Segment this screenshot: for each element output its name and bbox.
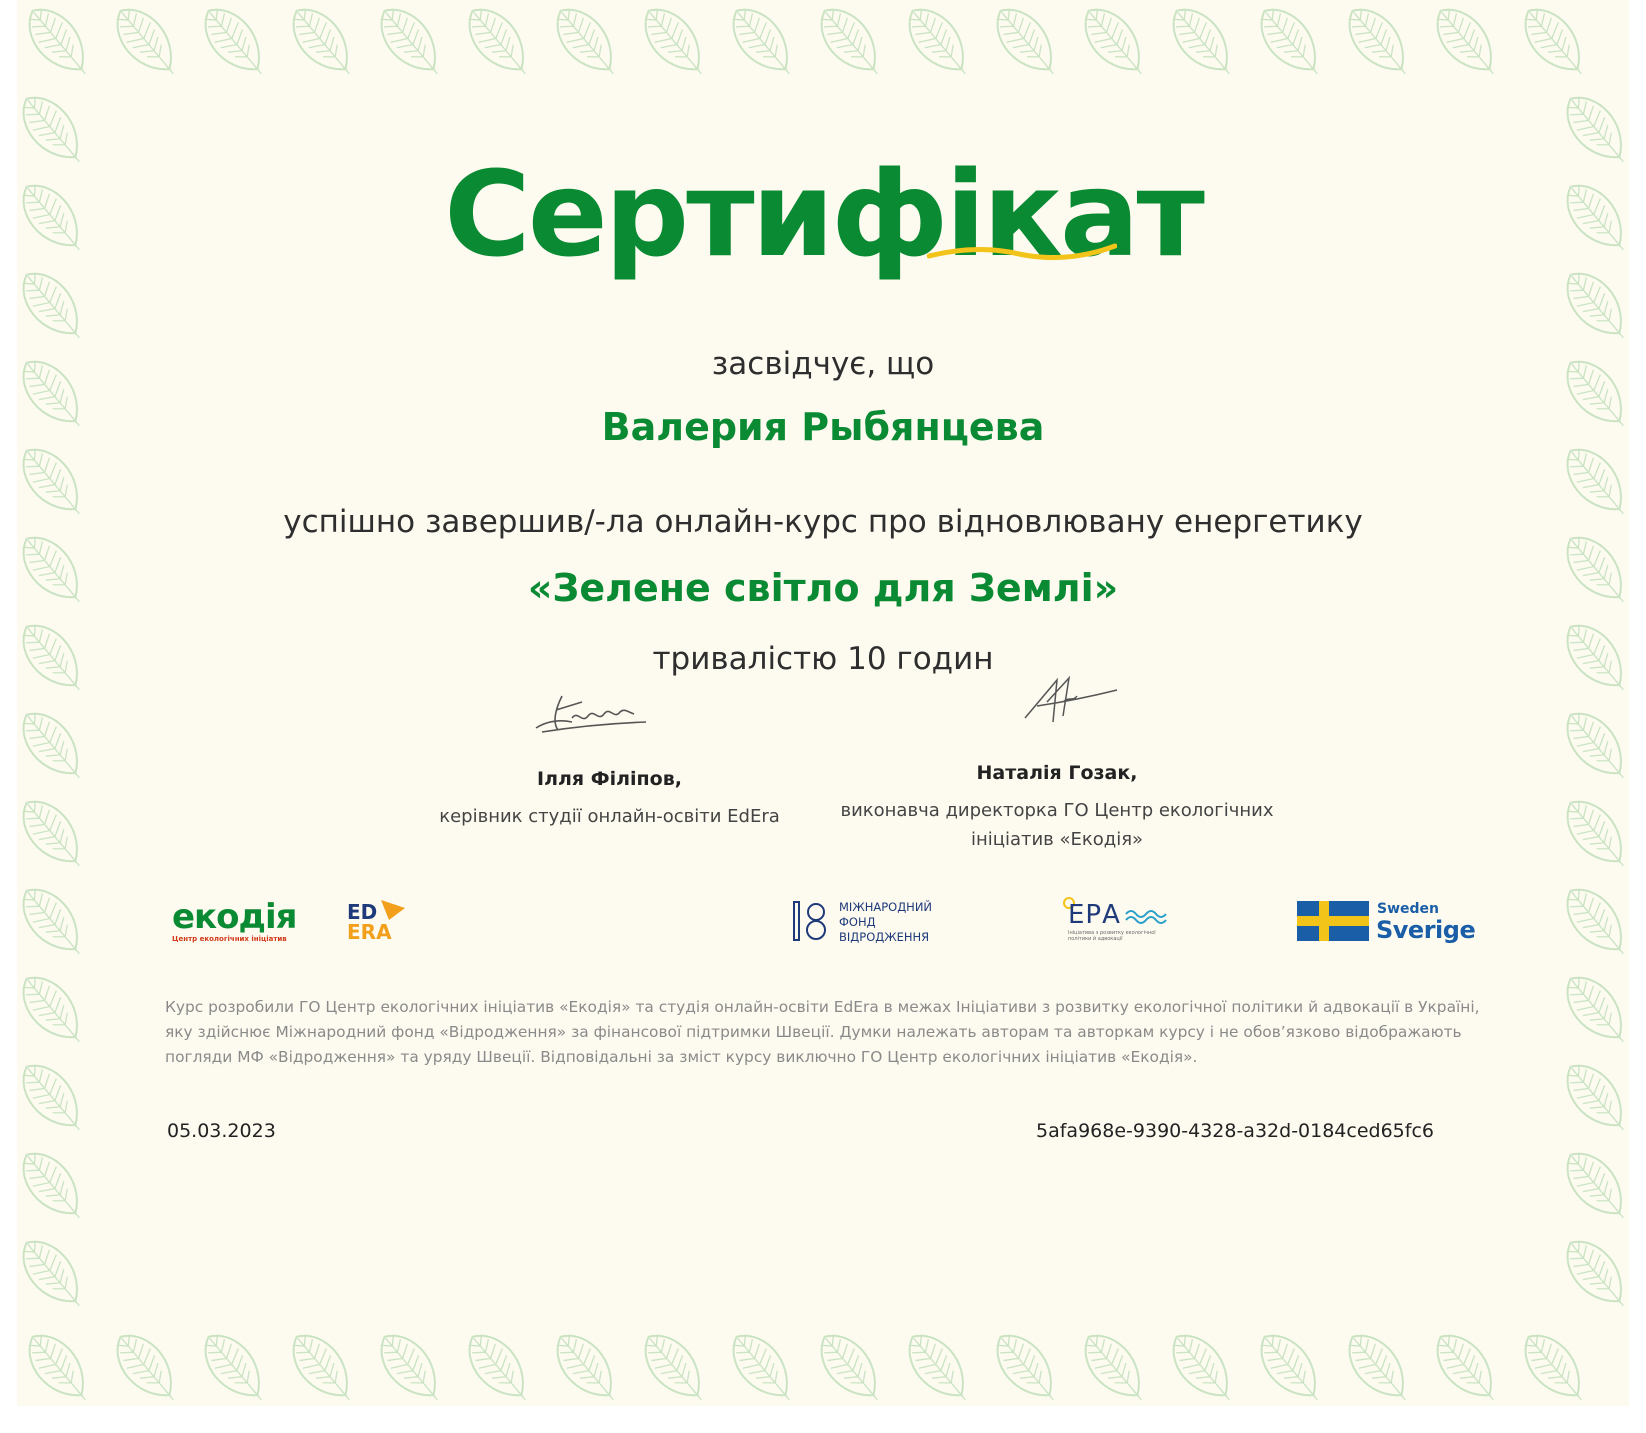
leaf-icon bbox=[545, 0, 629, 87]
leaf-icon bbox=[1249, 0, 1333, 87]
signature-1-image bbox=[532, 688, 652, 736]
leaf-icon bbox=[1161, 0, 1245, 87]
leaf-icon bbox=[17, 1230, 95, 1319]
vidrodzhennia-line1: МІЖНАРОДНИЙ bbox=[839, 900, 933, 914]
leaf-icon bbox=[193, 1324, 277, 1406]
certificate bbox=[17, 0, 1629, 1406]
leaf-icon bbox=[721, 0, 805, 87]
ekodia-logo-word: екодія bbox=[172, 897, 297, 937]
signature-2-image bbox=[1017, 672, 1127, 732]
leaf-icon bbox=[17, 1054, 95, 1143]
epa-sub1: Ініціатива з розвитку екологічної bbox=[1068, 930, 1156, 936]
leaf-icon bbox=[1513, 1324, 1597, 1406]
leaf-icon bbox=[809, 0, 893, 87]
leaf-icon bbox=[897, 1324, 981, 1406]
intro-text: засвідчує, що bbox=[711, 346, 935, 382]
leaf-icon bbox=[1425, 0, 1509, 87]
epa-logo-word: ЕРА bbox=[1068, 900, 1121, 930]
completion-text: успішно завершив/-ла онлайн-курс про відновлювану енергетику bbox=[283, 504, 1363, 540]
leaf-icon bbox=[545, 1324, 629, 1406]
leaf-icon bbox=[633, 1324, 717, 1406]
leaf-icon bbox=[1555, 1230, 1629, 1319]
leaf-icon bbox=[17, 1324, 101, 1406]
leaf-icon bbox=[17, 262, 95, 351]
issue-date: 05.03.2023 bbox=[167, 1120, 276, 1142]
signatory-2 bbox=[827, 762, 1287, 854]
signatory-1-name: Ілля Філіпов, bbox=[537, 768, 682, 790]
leaf-icon bbox=[17, 0, 101, 87]
duration-text: тривалістю 10 годин bbox=[652, 641, 994, 677]
leaf-icon bbox=[633, 0, 717, 87]
leaf-icon bbox=[369, 1324, 453, 1406]
signatory-1-role: керівник студії онлайн-освіти EdEra bbox=[439, 806, 780, 827]
leaf-icon bbox=[281, 1324, 365, 1406]
ekodia-logo-sub: Центр екологічних ініціатив bbox=[172, 935, 287, 943]
leaf-icon bbox=[369, 0, 453, 87]
leaf-icon bbox=[17, 1142, 95, 1231]
leaf-icon bbox=[457, 0, 541, 87]
edera-logo-line2: ERA bbox=[347, 920, 392, 944]
leaf-icon bbox=[105, 0, 189, 87]
epa-sub2: політики й адвокації bbox=[1068, 936, 1123, 942]
leaf-icon bbox=[1513, 0, 1597, 87]
title-swoosh-icon bbox=[927, 242, 1117, 268]
sweden-line2: Sverige bbox=[1376, 916, 1476, 944]
edera-flag-icon bbox=[379, 898, 409, 924]
leaf-icon bbox=[1555, 262, 1629, 351]
leaf-icon bbox=[985, 1324, 1069, 1406]
leaf-icon bbox=[193, 0, 277, 87]
leaf-icon bbox=[897, 0, 981, 87]
leaf-icon bbox=[1249, 1324, 1333, 1406]
leaf-icon bbox=[1073, 1324, 1157, 1406]
leaf-icon bbox=[985, 0, 1069, 87]
leaf-icon bbox=[1555, 1054, 1629, 1143]
certificate-id: 5afa968e-9390-4328-a32d-0184ced65fc6 bbox=[1036, 1120, 1434, 1142]
leaf-icon bbox=[17, 878, 95, 967]
sweden-flag-icon bbox=[1297, 901, 1369, 941]
vidrodzhennia-line3: ВІДРОДЖЕННЯ bbox=[839, 930, 930, 944]
epa-wave-icon bbox=[1124, 906, 1168, 926]
certificate-title: Сертифікат bbox=[444, 145, 1202, 283]
vidrodzhennia-line2: ФОНД bbox=[839, 915, 876, 929]
leaf-icon bbox=[17, 790, 95, 879]
signatory-2-name: Наталія Гозак, bbox=[976, 762, 1138, 784]
leaf-icon bbox=[1161, 1324, 1245, 1406]
ekodia-logo bbox=[172, 897, 302, 943]
leaf-icon bbox=[721, 1324, 805, 1406]
leaf-icon bbox=[281, 0, 365, 87]
disclaimer-text: Курс розробили ГО Центр екологічних ініціатив «Екодія» та студія онлайн-освіти EdEra в межах Ініціативи з розвитку екологічної політики й адвокації в Україні, яку здійснює Міжнародний фонд «Відродження» за фінансової підтримки Швеції. Думки належать авторам та авторкам курсу і не обов’язково відображають погляди МФ «Відродження» та уряду Швеції. Відповідальні за зміст курсу виключно ГО Центр екологічних ініціатив «Екодія». bbox=[165, 998, 1480, 1066]
edera-logo-line1: ED bbox=[347, 900, 378, 924]
course-name: «Зелене світло для Землі» bbox=[527, 566, 1119, 610]
leaf-icon bbox=[1337, 1324, 1421, 1406]
leaf-icon bbox=[17, 966, 95, 1055]
leaf-icon bbox=[1073, 0, 1157, 87]
leaf-icon bbox=[1337, 0, 1421, 87]
leaf-icon bbox=[1555, 1142, 1629, 1231]
leaf-icon bbox=[457, 1324, 541, 1406]
leaf-icon bbox=[1555, 790, 1629, 879]
leaf-icon bbox=[1555, 966, 1629, 1055]
leaf-icon bbox=[1555, 878, 1629, 967]
leaf-icon bbox=[1425, 1324, 1509, 1406]
signatory-2-role: виконавча директорка ГО Центр екологічних ініціатив «Екодія» bbox=[840, 800, 1274, 850]
sweden-line1: Sweden bbox=[1377, 901, 1439, 917]
vidrodzhennia-mark-icon bbox=[792, 900, 832, 942]
leaf-icon bbox=[17, 702, 95, 791]
leaf-icon bbox=[809, 1324, 893, 1406]
signatory-1 bbox=[372, 768, 847, 831]
leaf-icon bbox=[1555, 702, 1629, 791]
recipient-name: Валерия Рыбянцева bbox=[601, 405, 1045, 449]
edera-logo bbox=[347, 902, 417, 942]
leaf-icon bbox=[105, 1324, 189, 1406]
